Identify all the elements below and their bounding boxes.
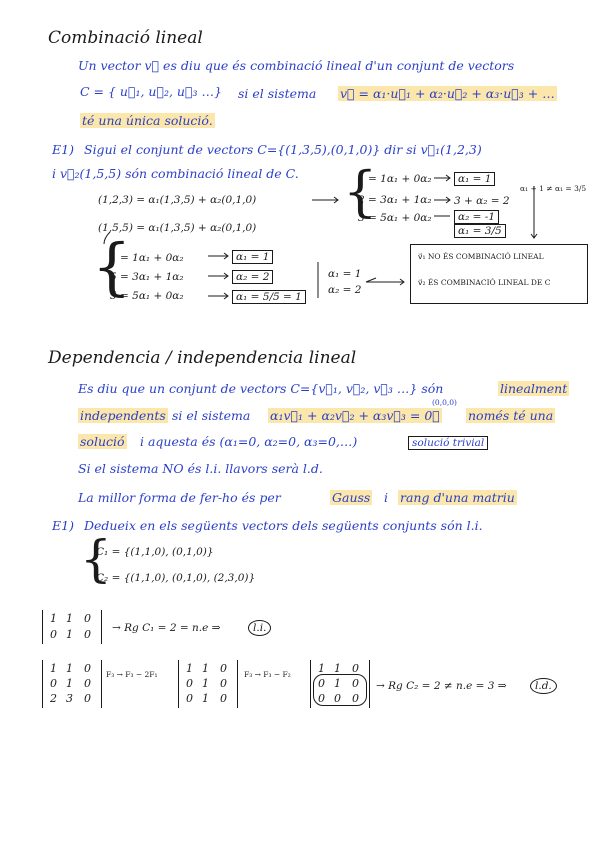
matrix-c1-cell: 0 [50, 628, 57, 641]
system2-side-alpha2: α₂ = 2 [328, 284, 362, 296]
dependence-def-line2c: només té una [468, 408, 554, 423]
system1-side-note: α₁ + 1 ≠ α₁ = 3/5 [520, 184, 587, 193]
matrix-c1-badge: l.i. [248, 620, 271, 636]
equation-v1: (1,2,3) = α₁(1,3,5) + α₂(0,1,0) [98, 194, 257, 206]
matrix-c2b-cell: 0 [186, 677, 193, 690]
definition-equation: v⃗ = α₁·u⃗₁ + α₂·u⃗₂ + α₃·u⃗₃ + … [340, 86, 555, 101]
matrix-c2-cell: 3 [66, 692, 73, 705]
system2-eq-2: 5 = 3α₁ + 1α₂ [110, 271, 184, 283]
conclusion-v2: v⃗₂ ÉS COMBINACIÓ LINEAL DE C [418, 278, 551, 287]
definition-mid: si el sistema [238, 86, 317, 101]
system2-result-alpha1-alt: α₁ = 5/5 = 1 [232, 290, 306, 304]
matrix-c2c-cell: 1 [334, 662, 341, 675]
matrix-c2c-cell: 1 [334, 677, 341, 690]
system2-eq-3: 5 = 5α₁ + 0α₂ [110, 290, 184, 302]
matrix-c2b-cell: 0 [220, 692, 227, 705]
matrix-c1-cell: 0 [84, 612, 91, 625]
matrix-c2-cell: 1 [66, 677, 73, 690]
definition-set: C = { u⃗₁, u⃗₂, u⃗₃ …} [80, 84, 222, 99]
matrix-c2-cell: 0 [84, 662, 91, 675]
matrix-c2c-cell: 0 [334, 692, 341, 705]
system1-brace: { [343, 160, 378, 223]
system1-eq-3: 3 = 5α₁ + 0α₂ [358, 212, 432, 224]
dependence-def-line2a: independents [80, 408, 166, 423]
matrix-c1-result: → Rg C₁ = 2 = n.e ⇒ [112, 622, 221, 634]
dependence-def-equation: α₁v⃗₁ + α₂v⃗₂ + α₃v⃗₃ = 0⃗ [270, 408, 440, 423]
set-c1: C₁ = {(1,1,0), (0,1,0)} [96, 546, 214, 558]
dependence-def-line1b: linealment [500, 381, 568, 396]
system2-result-alpha2: α₂ = 2 [232, 270, 273, 284]
section-title-dependence: Dependencia / independencia lineal [48, 348, 357, 368]
matrix-c2c-cell: 0 [318, 692, 325, 705]
matrix-c2b-cell: 0 [186, 692, 193, 705]
dependence-def-trivial: solució trivial [408, 436, 488, 450]
matrix-c2-cell: 2 [50, 692, 57, 705]
dependence-def-line1a: Es diu que un conjunt de vectors C={v⃗₁, v⃗₂, v⃗₃ …} són [78, 381, 444, 396]
sets-brace: { [80, 530, 112, 588]
matrix-c2-badge: l.d. [530, 678, 557, 694]
matrix-c2-cell: 0 [50, 677, 57, 690]
example-statement-2: i v⃗₂(1,5,5) són combinació lineal de C. [52, 166, 299, 181]
system1-result-alpha1-alt: α₁ = 3/5 [454, 224, 506, 238]
set-c2: C₂ = {(1,1,0), (0,1,0), (2,3,0)} [96, 572, 256, 584]
dependence-def-and: i [384, 490, 388, 505]
matrix-c1-cell: 0 [84, 628, 91, 641]
example-label: E1) [52, 142, 74, 157]
matrix-c2-result: → Rg C₂ = 2 ≠ n.e = 3 ⇒ [376, 680, 507, 692]
matrix-c1-cell: 1 [50, 612, 57, 625]
equation-v2: (1,5,5) = α₁(1,3,5) + α₂(0,1,0) [98, 222, 257, 234]
dependence-def-rank: rang d'una matriu [400, 490, 515, 505]
dependence-def-line4: Si el sistema NO és l.i. llavors serà l.d. [78, 461, 323, 476]
system1-eq-2: 2 = 3α₁ + 1α₂ [358, 194, 432, 206]
matrix-c2-cell: 0 [84, 692, 91, 705]
matrix-c2c-cell: 0 [318, 677, 325, 690]
dependence-def-line5a: La millor forma de fer-ho és per [78, 490, 281, 505]
matrix-c2b-cell: 0 [220, 677, 227, 690]
matrix-c2c-cell: 0 [352, 692, 359, 705]
matrix-c1-cell: 1 [66, 628, 73, 641]
section-title-linear-combination: Combinació lineal [48, 28, 203, 48]
matrix-c2c-cell: 1 [318, 662, 325, 675]
matrix-c2b-cell: 1 [186, 662, 193, 675]
matrix-c2c-cell: 0 [352, 677, 359, 690]
example2-label: E1) [52, 518, 74, 533]
conclusion-v1: v⃗₁ NO ÉS COMBINACIÓ LINEAL [418, 252, 544, 261]
system2-result-alpha1: α₁ = 1 [232, 250, 273, 264]
row-op-1: F₃ → F₃ − 2F₁ [106, 670, 158, 679]
example2-statement: Dedueix en els següents vectors dels següents conjunts són l.i. [84, 518, 483, 533]
dependence-def-line3b: i aquesta és (α₁=0, α₂=0, α₃=0,…) [140, 434, 358, 449]
example-statement-1: Sigui el conjunt de vectors C={(1,3,5),(0,1,0)} dir si v⃗₁(1,2,3) [84, 142, 482, 157]
system1-eq-1: 1 = 1α₁ + 0α₂ [358, 173, 432, 185]
pivot-highlight-oval [313, 674, 367, 706]
system2-brace: { [92, 230, 132, 303]
matrix-c2b-cell: 1 [202, 677, 209, 690]
system1-result-alpha1: α₁ = 1 [454, 172, 495, 186]
matrix-c2b-cell: 1 [202, 692, 209, 705]
definition-line-3: té una única solució. [82, 113, 213, 128]
dependence-def-line2b: si el sistema [172, 408, 251, 423]
matrix-c2b-cell: 0 [220, 662, 227, 675]
matrix-c2-cell: 1 [66, 662, 73, 675]
row-op-2: F₃ → F₃ − F₂ [244, 670, 291, 679]
matrix-c2b-cell: 1 [202, 662, 209, 675]
dependence-def-gauss: Gauss [332, 490, 371, 505]
matrix-c1-cell: 1 [66, 612, 73, 625]
system2-side-alpha1: α₁ = 1 [328, 268, 362, 280]
system1-result-alpha2: α₂ = -1 [454, 210, 499, 224]
matrix-c2-cell: 0 [84, 677, 91, 690]
dependence-def-line3a: solució [80, 434, 125, 449]
dependence-def-zero-note: (0,0,0) [432, 398, 457, 407]
definition-line-1: Un vector v⃗ es diu que és combinació lineal d'un conjunt de vectors [78, 58, 515, 73]
system1-result-eq2: 3 + α₂ = 2 [454, 195, 510, 207]
system2-eq-1: 1 = 1α₁ + 0α₂ [110, 252, 184, 264]
matrix-c2c-cell: 0 [352, 662, 359, 675]
matrix-c2-cell: 1 [50, 662, 57, 675]
